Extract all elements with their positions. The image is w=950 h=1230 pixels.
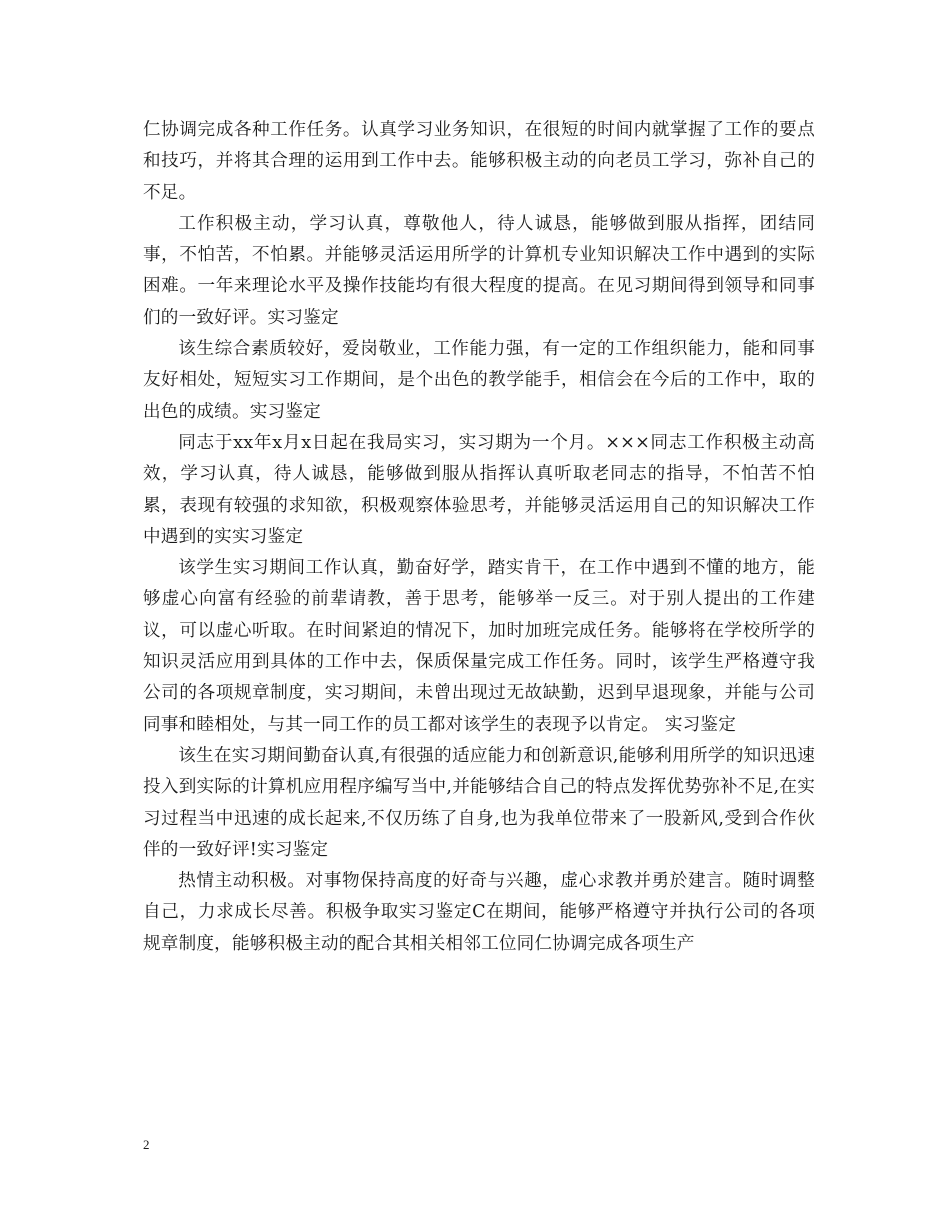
paragraph-1: 仁协调完成各种工作任务。认真学习业务知识，在很短的时间内就掌握了工作的要点和技巧，并将其合理的运用到工作中去。能够积极主动的向老员工学习，弥补自己的不足。 bbox=[143, 120, 815, 203]
paragraph-5: 该学生实习期间工作认真，勤奋好学，踏实肯干，在工作中遇到不懂的地方，能够虚心向富有经验的前辈请教，善于思考，能够举一反三。对于别人提出的工作建议，可以虚心听取。在时间紧迫的情况下，加时加班完成任务。能够将在学校所学的知识灵活应用到具体的工作中去，保质保量完成工作任务。同时，该学生严格遵守我公司的各项规章制度，实习期间，未曾出现过无故缺勤，迟到早退现象，并能与公司同事和睦相处，与其一同工作的员工都对该学生的表现予以肯定。 实习鉴定 bbox=[143, 558, 815, 735]
page-number: 2 bbox=[143, 1137, 150, 1152]
paragraph-4: 同志于xx年x月x日起在我局实习，实习期为一个月。×××同志工作积极主动高效，学习认真，待人诚恳，能够做到服从指挥认真听取老同志的指导，不怕苦不怕累，表现有较强的求知欲，积极观察体验思考，并能够灵活运用自己的知识解决工作中遇到的实实习鉴定 bbox=[143, 432, 815, 547]
paragraph-7: 热情主动积极。对事物保持高度的好奇与兴趣，虚心求教并勇於建言。随时调整自己，力求成长尽善。积极争取实习鉴定C在期间，能够严格遵守并执行公司的各项规章制度，能够积极主动的配合其相关相邻工位同仁协调完成各项生产 bbox=[143, 871, 815, 954]
document-body bbox=[143, 115, 815, 960]
paragraph-6: 该生在实习期间勤奋认真,有很强的适应能力和创新意识,能够利用所学的知识迅速投入到实际的计算机应用程序编写当中,并能够结合自己的特点发挥优势弥补不足,在实习过程当中迅速的成长起来,不仅历练了自身,也为我单位带来了一股新风,受到合作伙伴的一致好评!实习鉴定 bbox=[143, 745, 815, 860]
paragraph-2: 工作积极主动，学习认真，尊敬他人，待人诚恳，能够做到服从指挥，团结同事，不怕苦，不怕累。并能够灵活运用所学的计算机专业知识解决工作中遇到的实际困难。一年来理论水平及操作技能均有很大程度的提高。在见习期间得到领导和同事们的一致好评。实习鉴定 bbox=[143, 213, 815, 328]
paragraph-3: 该生综合素质较好，爱岗敬业，工作能力强，有一定的工作组织能力，能和同事友好相处，短短实习工作期间，是个出色的教学能手，相信会在今后的工作中，取的出色的成绩。实习鉴定 bbox=[143, 339, 815, 422]
